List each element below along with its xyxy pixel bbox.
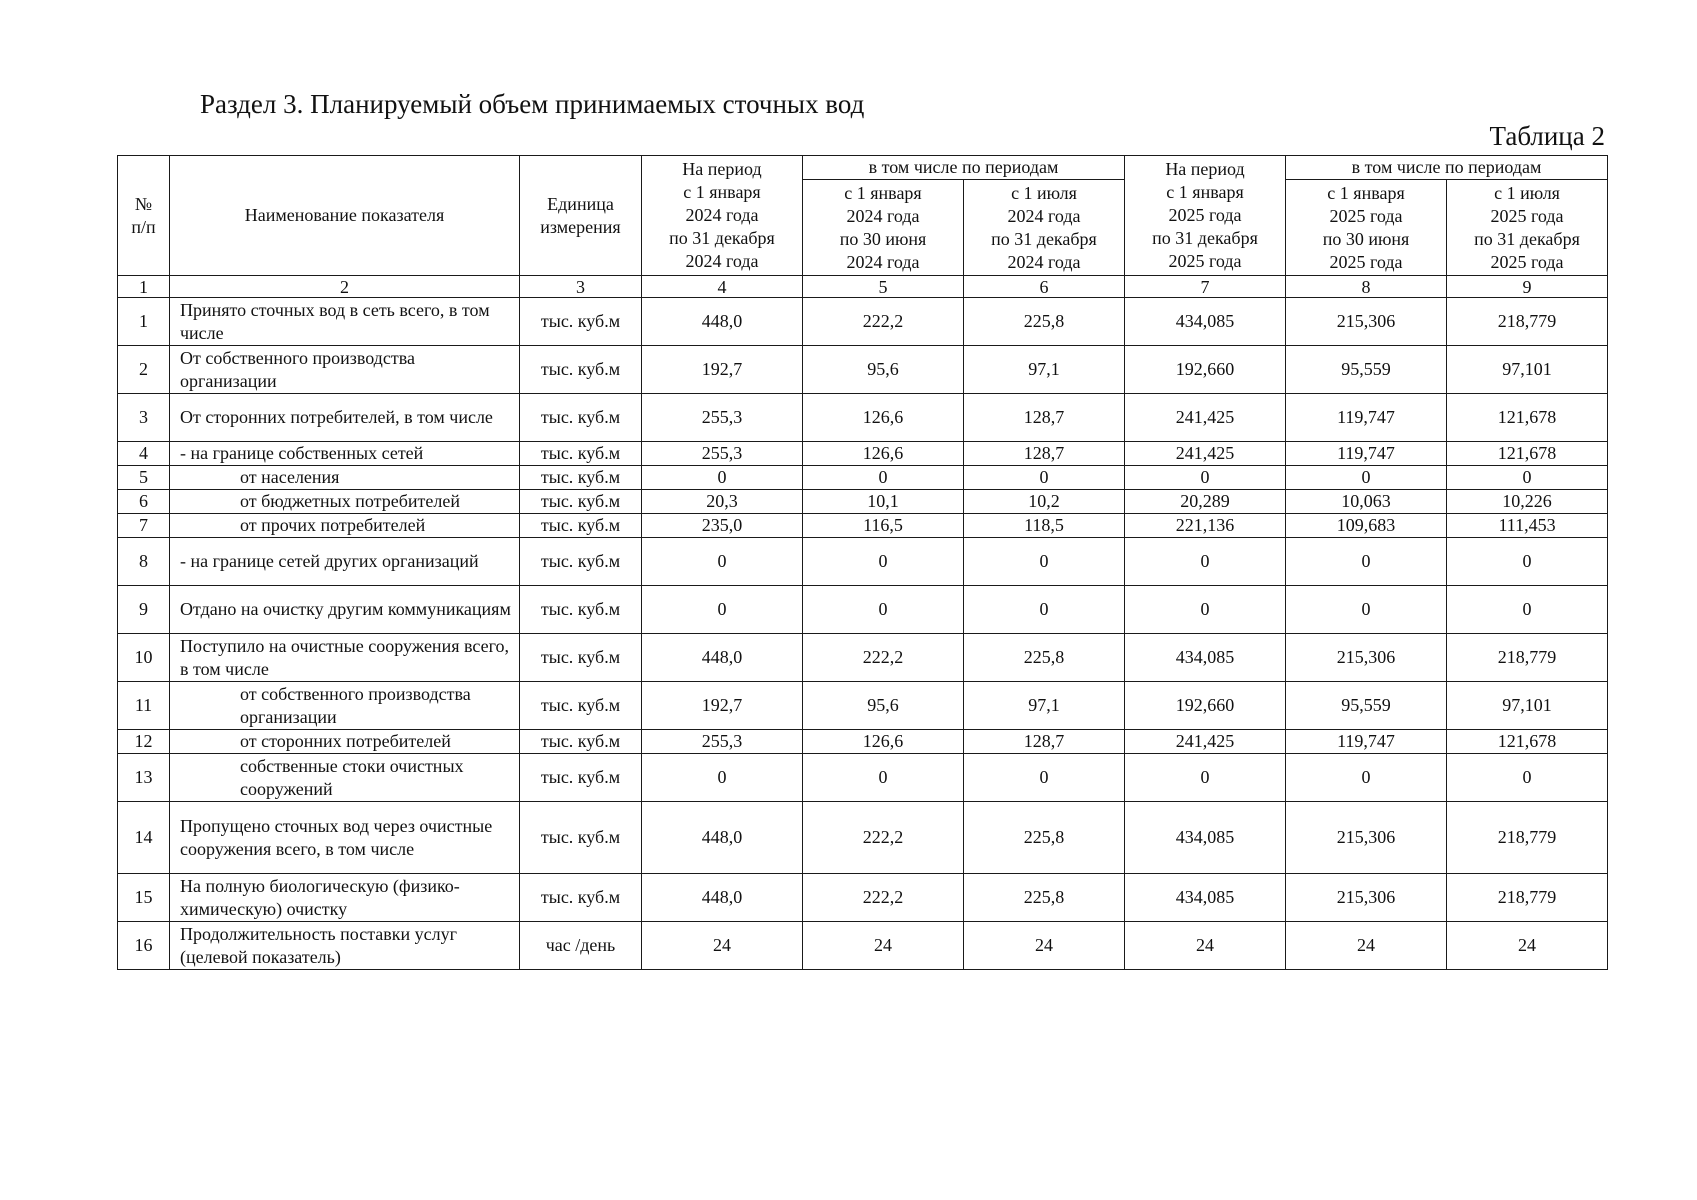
unit-cell: тыс. куб.м [520, 586, 642, 634]
unit-cell: тыс. куб.м [520, 514, 642, 538]
value-cell: 241,425 [1125, 442, 1286, 466]
indicator-name: Принято сточных вод в сеть всего, в том числе [170, 298, 520, 346]
table-row [118, 538, 1608, 586]
value-cell: 192,7 [642, 682, 803, 730]
table-row [118, 754, 1608, 802]
unit-cell: тыс. куб.м [520, 466, 642, 490]
value-cell: 0 [642, 586, 803, 634]
value-cell: 0 [1447, 466, 1608, 490]
row-number: 3 [118, 394, 170, 442]
row-number: 15 [118, 874, 170, 922]
header-h1-2025: с 1 января 2025 года по 30 июня 2025 года [1286, 180, 1447, 276]
header-num: № п/п [118, 156, 170, 276]
value-cell: 126,6 [803, 394, 964, 442]
value-cell: 119,747 [1286, 442, 1447, 466]
value-cell: 235,0 [642, 514, 803, 538]
row-number: 2 [118, 346, 170, 394]
value-cell: 121,678 [1447, 394, 1608, 442]
value-cell: 222,2 [803, 802, 964, 874]
table-row [118, 730, 1608, 754]
value-cell: 0 [1286, 466, 1447, 490]
value-cell: 121,678 [1447, 442, 1608, 466]
table-row [118, 802, 1608, 874]
value-cell: 0 [803, 466, 964, 490]
indicator-name: от сторонних потребителей [170, 730, 520, 754]
value-cell: 10,063 [1286, 490, 1447, 514]
value-cell: 24 [1125, 922, 1286, 970]
indicator-name: от прочих потребителей [170, 514, 520, 538]
value-cell: 20,289 [1125, 490, 1286, 514]
value-cell: 24 [1447, 922, 1608, 970]
value-cell: 97,101 [1447, 346, 1608, 394]
value-cell: 225,8 [964, 874, 1125, 922]
value-cell: 0 [803, 754, 964, 802]
row-number: 11 [118, 682, 170, 730]
value-cell: 0 [1447, 538, 1608, 586]
value-cell: 128,7 [964, 394, 1125, 442]
value-cell: 95,559 [1286, 682, 1447, 730]
table-row [118, 346, 1608, 394]
value-cell: 0 [1125, 538, 1286, 586]
value-cell: 0 [642, 466, 803, 490]
value-cell: 225,8 [964, 298, 1125, 346]
header-period-2025: На период с 1 января 2025 года по 31 декабря 2025 года [1125, 156, 1286, 276]
value-cell: 20,3 [642, 490, 803, 514]
value-cell: 10,2 [964, 490, 1125, 514]
section-title: Раздел 3. Планируемый объем принимаемых сточных вод [200, 89, 865, 119]
table-row [118, 922, 1608, 970]
value-cell: 95,6 [803, 346, 964, 394]
indicator-name: собственные стоки очистных сооружений [170, 754, 520, 802]
header-h2-2024: с 1 июля 2024 года по 31 декабря 2024 года [964, 180, 1125, 276]
value-cell: 434,085 [1125, 634, 1286, 682]
row-number: 12 [118, 730, 170, 754]
row-number: 9 [118, 586, 170, 634]
value-cell: 10,226 [1447, 490, 1608, 514]
unit-cell: тыс. куб.м [520, 394, 642, 442]
value-cell: 218,779 [1447, 802, 1608, 874]
value-cell: 222,2 [803, 298, 964, 346]
value-cell: 222,2 [803, 634, 964, 682]
column-index: 5 [803, 276, 964, 298]
table-row [118, 490, 1608, 514]
value-cell: 121,678 [1447, 730, 1608, 754]
value-cell: 128,7 [964, 730, 1125, 754]
value-cell: 24 [1286, 922, 1447, 970]
value-cell: 95,6 [803, 682, 964, 730]
indicator-name: От сторонних потребителей, в том числе [170, 394, 520, 442]
value-cell: 448,0 [642, 634, 803, 682]
table-row [118, 586, 1608, 634]
value-cell: 221,136 [1125, 514, 1286, 538]
value-cell: 0 [1286, 754, 1447, 802]
value-cell: 0 [1125, 586, 1286, 634]
unit-cell: тыс. куб.м [520, 298, 642, 346]
value-cell: 0 [642, 538, 803, 586]
table-row [118, 442, 1608, 466]
value-cell: 126,6 [803, 442, 964, 466]
indicator-name: На полную биологическую (физико-химическую) очистку [170, 874, 520, 922]
value-cell: 0 [1447, 754, 1608, 802]
value-cell: 225,8 [964, 802, 1125, 874]
header-h2-2025: с 1 июля 2025 года по 31 декабря 2025 года [1447, 180, 1608, 276]
value-cell: 0 [964, 754, 1125, 802]
value-cell: 0 [1447, 586, 1608, 634]
column-index: 6 [964, 276, 1125, 298]
row-number: 7 [118, 514, 170, 538]
value-cell: 0 [642, 754, 803, 802]
indicator-name: Продолжительность поставки услуг (целевой показатель) [170, 922, 520, 970]
table-body [118, 298, 1608, 970]
table-number: Таблица 2 [1489, 121, 1605, 151]
value-cell: 225,8 [964, 634, 1125, 682]
column-index-row [118, 276, 1608, 298]
row-number: 8 [118, 538, 170, 586]
value-cell: 218,779 [1447, 634, 1608, 682]
value-cell: 0 [1286, 586, 1447, 634]
indicator-name: - на границе сетей других организаций [170, 538, 520, 586]
value-cell: 0 [964, 586, 1125, 634]
unit-cell: тыс. куб.м [520, 346, 642, 394]
value-cell: 97,101 [1447, 682, 1608, 730]
table-row [118, 874, 1608, 922]
value-cell: 215,306 [1286, 802, 1447, 874]
value-cell: 111,453 [1447, 514, 1608, 538]
value-cell: 192,7 [642, 346, 803, 394]
value-cell: 241,425 [1125, 394, 1286, 442]
value-cell: 215,306 [1286, 874, 1447, 922]
unit-cell: тыс. куб.м [520, 754, 642, 802]
value-cell: 255,3 [642, 394, 803, 442]
row-number: 6 [118, 490, 170, 514]
value-cell: 192,660 [1125, 682, 1286, 730]
value-cell: 255,3 [642, 730, 803, 754]
unit-cell: час /день [520, 922, 642, 970]
value-cell: 126,6 [803, 730, 964, 754]
value-cell: 0 [964, 538, 1125, 586]
header-name: Наименование показателя [170, 156, 520, 276]
row-number: 10 [118, 634, 170, 682]
column-index: 7 [1125, 276, 1286, 298]
column-index: 4 [642, 276, 803, 298]
indicator-name: от собственного производства организации [170, 682, 520, 730]
value-cell: 0 [1125, 754, 1286, 802]
row-number: 5 [118, 466, 170, 490]
unit-cell: тыс. куб.м [520, 802, 642, 874]
table-row [118, 298, 1608, 346]
unit-cell: тыс. куб.м [520, 490, 642, 514]
table-row [118, 394, 1608, 442]
row-number: 14 [118, 802, 170, 874]
unit-cell: тыс. куб.м [520, 730, 642, 754]
column-index: 1 [118, 276, 170, 298]
value-cell: 0 [803, 586, 964, 634]
header-period-2024: На период с 1 января 2024 года по 31 декабря 2024 года [642, 156, 803, 276]
value-cell: 119,747 [1286, 730, 1447, 754]
value-cell: 10,1 [803, 490, 964, 514]
value-cell: 434,085 [1125, 874, 1286, 922]
wastewater-volume-table [117, 155, 1608, 970]
value-cell: 95,559 [1286, 346, 1447, 394]
indicator-name: от бюджетных потребителей [170, 490, 520, 514]
indicator-name: Поступило на очистные сооружения всего, в том числе [170, 634, 520, 682]
table-row [118, 466, 1608, 490]
row-number: 4 [118, 442, 170, 466]
table-row [118, 682, 1608, 730]
indicator-name: от населения [170, 466, 520, 490]
value-cell: 192,660 [1125, 346, 1286, 394]
value-cell: 215,306 [1286, 298, 1447, 346]
header-h1-2024: с 1 января 2024 года по 30 июня 2024 года [803, 180, 964, 276]
column-index: 3 [520, 276, 642, 298]
value-cell: 109,683 [1286, 514, 1447, 538]
value-cell: 448,0 [642, 874, 803, 922]
row-number: 16 [118, 922, 170, 970]
row-number: 13 [118, 754, 170, 802]
unit-cell: тыс. куб.м [520, 682, 642, 730]
value-cell: 24 [642, 922, 803, 970]
value-cell: 0 [1125, 466, 1286, 490]
column-index: 9 [1447, 276, 1608, 298]
unit-cell: тыс. куб.м [520, 538, 642, 586]
value-cell: 215,306 [1286, 634, 1447, 682]
value-cell: 241,425 [1125, 730, 1286, 754]
value-cell: 0 [1286, 538, 1447, 586]
value-cell: 0 [964, 466, 1125, 490]
header-unit: Единица измерения [520, 156, 642, 276]
value-cell: 0 [803, 538, 964, 586]
indicator-name: Пропущено сточных вод через очистные сооружения всего, в том числе [170, 802, 520, 874]
value-cell: 24 [964, 922, 1125, 970]
header-incl-2025: в том числе по периодам [1286, 156, 1608, 180]
value-cell: 448,0 [642, 802, 803, 874]
indicator-name: Отдано на очистку другим коммуникациям [170, 586, 520, 634]
value-cell: 118,5 [964, 514, 1125, 538]
column-index: 8 [1286, 276, 1447, 298]
value-cell: 119,747 [1286, 394, 1447, 442]
value-cell: 97,1 [964, 682, 1125, 730]
unit-cell: тыс. куб.м [520, 634, 642, 682]
value-cell: 128,7 [964, 442, 1125, 466]
value-cell: 255,3 [642, 442, 803, 466]
value-cell: 218,779 [1447, 298, 1608, 346]
value-cell: 222,2 [803, 874, 964, 922]
value-cell: 448,0 [642, 298, 803, 346]
table-row [118, 634, 1608, 682]
column-index: 2 [170, 276, 520, 298]
indicator-name: От собственного производства организации [170, 346, 520, 394]
unit-cell: тыс. куб.м [520, 874, 642, 922]
value-cell: 218,779 [1447, 874, 1608, 922]
value-cell: 24 [803, 922, 964, 970]
table-row [118, 514, 1608, 538]
value-cell: 97,1 [964, 346, 1125, 394]
value-cell: 434,085 [1125, 802, 1286, 874]
unit-cell: тыс. куб.м [520, 442, 642, 466]
header-incl-2024: в том числе по периодам [803, 156, 1125, 180]
row-number: 1 [118, 298, 170, 346]
value-cell: 434,085 [1125, 298, 1286, 346]
indicator-name: - на границе собственных сетей [170, 442, 520, 466]
value-cell: 116,5 [803, 514, 964, 538]
